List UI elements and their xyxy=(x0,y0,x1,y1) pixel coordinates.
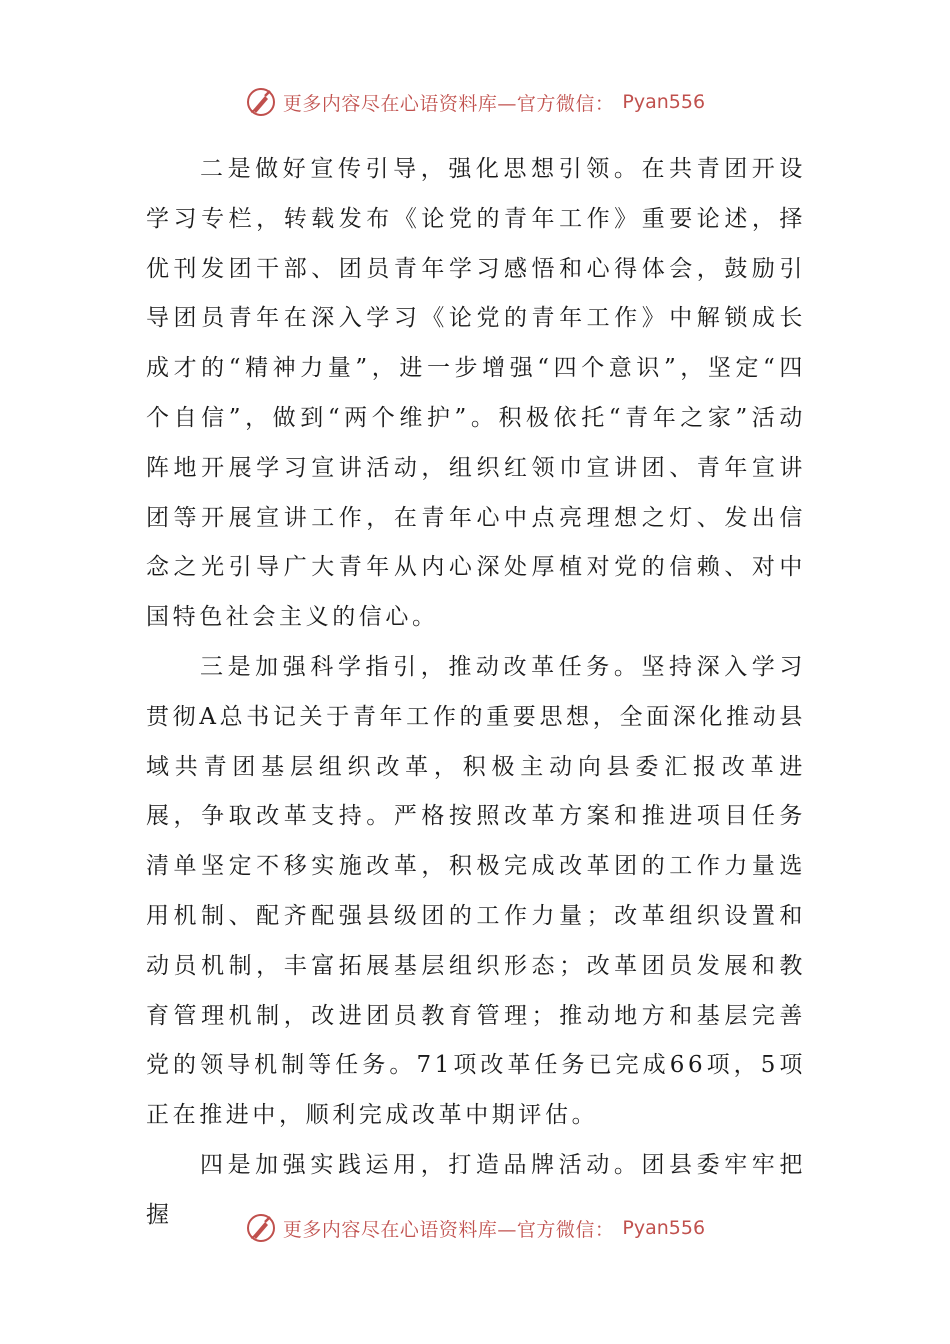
paragraph: 二是做好宣传引导，强化思想引领。在共青团开设学习专栏，转载发布《论党的青年工作》重要论述，择优刊发团干部、团员青年学习感悟和心得体会，鼓励引导团员青年在深入学习《论党的青年工作》中解锁成长成才的“精神力量”，进一步增强“四个意识”，坚定“四个自信”，做到“两个维护”。积极依托“青年之家”活动阵地开展学习宣讲活动，组织红领巾宣讲团、青年宣讲团等开展宣讲工作，在青年心中点亮理想之灯、发出信念之光引导广大青年从内心深处厚植对党的信赖、对中国特色社会主义的信心。 xyxy=(146,156,806,631)
watermark-wechat-id: Pyan556 xyxy=(622,91,706,113)
pen-logo-icon xyxy=(245,86,277,118)
paragraph: 四是加强实践运用，打造品牌活动。团县委牢牢把握 xyxy=(146,1151,806,1228)
watermark-wechat-id: Pyan556 xyxy=(622,1217,706,1239)
watermark-text: 更多内容尽在心语资料库—官方微信： xyxy=(282,1218,615,1241)
document-body xyxy=(146,145,806,1241)
header-watermark xyxy=(0,82,950,122)
pen-logo-icon xyxy=(245,1212,277,1244)
watermark-text: 更多内容尽在心语资料库—官方微信： xyxy=(282,92,615,115)
footer-watermark xyxy=(0,1208,950,1248)
paragraph: 三是加强科学指引，推动改革任务。坚持深入学习贯彻A总书记关于青年工作的重要思想，全面深化推动县域共青团基层组织改革，积极主动向县委汇报改革进展，争取改革支持。严格按照改革方案和推进项目任务清单坚定不移实施改革，积极完成改革团的工作力量选用机制、配齐配强县级团的工作力量；改革组织设置和动员机制，丰富拓展基层组织形态；改革团员发展和教育管理机制，改进团员教育管理；推动地方和基层完善党的领导机制等任务。71项改革任务已完成66项，5项正在推进中，顺利完成改革中期评估。 xyxy=(146,653,806,1129)
